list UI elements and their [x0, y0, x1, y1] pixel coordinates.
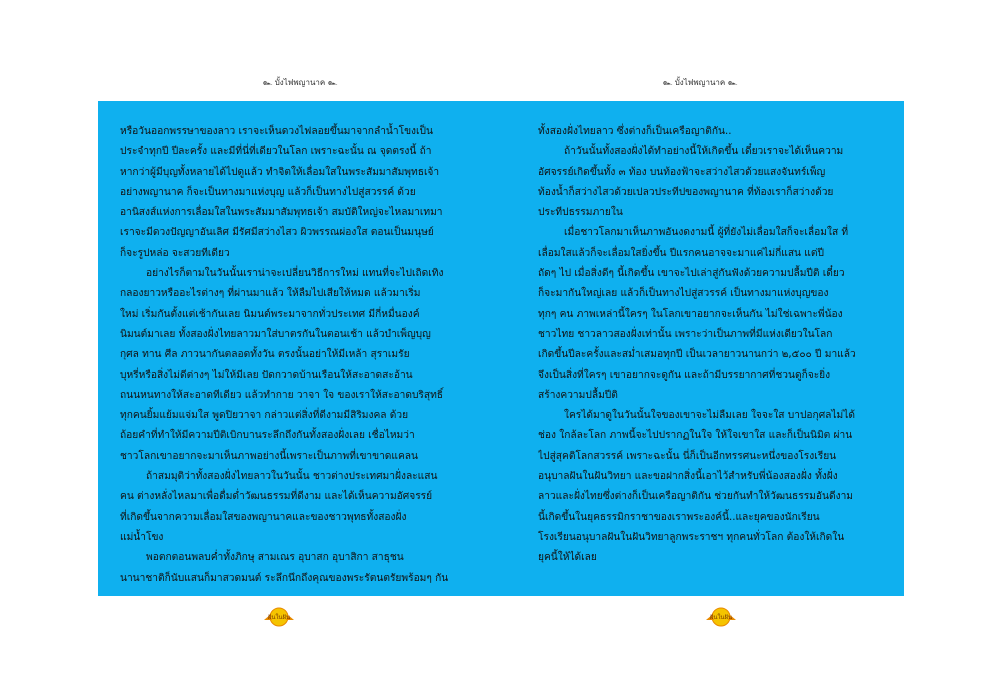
- text-line: ถ้าวันนั้นทั้งสองฝั่งได้ทำอย่างนี้ให้เกิดขึ้น เดี๋ยวเราจะได้เห็นความ: [564, 146, 844, 158]
- text-line: ถ้อยคำที่ทำให้มีความปีติเบิกบานระลึกถึงกันทั้งสองฝั่งเลย เชื่อไหมว่า: [120, 430, 415, 442]
- text-line: โรงเรียนอนุบาลฝันในฝันวิทยาลูกพระราชฯ ทุกคนทั่วโลก ต้องให้เกิดใน: [538, 531, 845, 543]
- text-line: ประทีปธรรมภายใน: [538, 207, 623, 219]
- text-line: ชาวโลกเขาอยากจะมาเห็นภาพอย่างนี้เพราะเป็นภาพที่เขาขาดแคลน: [120, 450, 419, 462]
- text-line: ก็จะรูปหล่อ จะสวยทีเดียว: [120, 247, 230, 259]
- text-line: ถ้าสมมุติว่าทั้งสองฝั่งไทยลาวในวันนั้น ชาวต่างประเทศมาฝั่งละแสน: [146, 471, 438, 483]
- text-line: กลองยาวหรืออะไรต่างๆ ที่ผ่านมาแล้ว ให้ลืมไปเสียให้หมด แล้วมาเริ่ม: [120, 288, 421, 300]
- text-line: อย่างไรก็ตามในวันนั้นเราน่าจะเปลี่ยนวิธีการใหม่ แทนที่จะไปเถิดเทิง: [146, 268, 444, 280]
- text-line: เกิดขึ้นปีละครั้งและสม่ำเสมอทุกปี เป็นเวลายาวนานกว่า ๒,๕๐๐ ปี มาแล้ว: [538, 349, 856, 361]
- text-line: ทุกๆ คน ภาพเหล่านี้ใครๆ ในโลกเขาอยากจะเห็นกัน ไม่ใช่เฉพาะพี่น้อง: [538, 308, 843, 320]
- left-text-column: [120, 122, 455, 589]
- text-line: สร้างความปลื้มปีติ: [538, 389, 618, 401]
- text-line: อย่างพญานาค ก็จะเป็นทางมาแห่งบุญ แล้วก็เป็นทางไปสู่สวรรค์ ด้วย: [120, 186, 416, 198]
- text-line: ช่อง ใกล้ละโลก ภาพนี้จะไปปรากฏในใจ ให้ใจเขาใส และก็เป็นนิมิต ผ่าน: [538, 430, 853, 442]
- footer-logo-right: [704, 606, 738, 628]
- text-line: ก็จะมากันใหญ่เลย แล้วก็เป็นทางไปสู่สวรรค์ เป็นทางมาแห่งบุญของ: [538, 288, 829, 300]
- text-line: ทั้งสองฝั่งไทยลาว ซึ่งต่างก็เป็นเครือญาติกัน..: [538, 126, 732, 137]
- text-line: ลาวและฝั่งไทยซึ่งต่างก็เป็นเครือญาติกัน ช่วยกันทำให้วัฒนธรรมอันดีงาม: [538, 491, 854, 503]
- text-line: ถัดๆ ไป เมื่อสิ่งดีๆ นี้เกิดขึ้น เขาจะไปเล่าสู่กันฟังด้วยความปลื้มปีติ เดี๋ยว: [538, 268, 845, 280]
- text-line: หรือวันออกพรรษาของลาว เราจะเห็นดวงไฟลอยขึ้นมาจากลำน้ำโขงเป็น: [120, 126, 433, 137]
- text-line: ประจำทุกปี ปีละครั้ง และมีที่นี่ที่เดียวในโลก เพราะฉะนั้น ณ จุดตรงนี้ ถ้า: [120, 146, 432, 158]
- text-line: ท้องน้ำก็สว่างไสวด้วยเปลวประทีปของพญานาค ที่ท้องเราก็สว่างด้วย: [538, 186, 834, 198]
- text-line: ใครได้มาดูในวันนั้นใจของเขาจะไม่ลืมเลย ใจจะใส บาปอกุศลไม่ได้: [564, 410, 855, 422]
- text-line: อานิสงส์แห่งการเลื่อมใสในพระสัมมาสัมพุทธเจ้า สมบัติใหญ่จะไหลมาเทมา: [120, 207, 443, 219]
- text-line: นานาชาติก็นับแสนก็มาสวดมนต์ ระลึกนึกถึงคุณของพระรัตนตรัยพร้อมๆ กัน: [120, 572, 449, 584]
- text-line: ทุกคนยิ้มแย้มแจ่มใส พูดปิยวาจา กล่าวแต่สิ่งที่ดีงามมีสิริมงคล ด้วย: [120, 410, 409, 422]
- text-line: ถนนหนทางให้สะอาดทีเดียว แล้วทำกาย วาจา ใจ ของเราให้สะอาดบริสุทธิ์: [120, 389, 444, 401]
- page-header-right: ๛ บั้งไฟพญานาค ๛: [662, 78, 738, 87]
- sun-logo-icon: [262, 606, 296, 628]
- footer-logo-left: [262, 606, 296, 628]
- text-line: ใหม่ เริ่มกันตั้งแต่เช้ากันเลย นิมนต์พระมาจากทั่วประเทศ มีกี่หมื่นองค์: [120, 308, 420, 320]
- text-line: ที่เกิดขึ้นจากความเลื่อมใสของพญานาคและของชาวพุทธทั้งสองฝั่ง: [120, 511, 407, 523]
- text-line: ไปสู่สุคติโลกสวรรค์ เพราะฉะนั้น นี่ก็เป็นอีกทรรศนะหนึ่งของโรงเรียน: [538, 450, 837, 462]
- text-line: หากว่าผู้มีบุญทั้งหลายได้ไปดูแล้ว ทำจิตให้เลื่อมใสในพระสัมมาสัมพุทธเจ้า: [120, 166, 440, 178]
- text-line: เมื่อชาวโลกมาเห็นภาพอันงดงามนี้ ผู้ที่ยังไม่เลื่อมใสก็จะเลื่อมใส ที่: [564, 227, 849, 239]
- text-line: เลื่อมใสแล้วก็จะเลื่อมใสยิ่งขึ้น ปีแรกคนอาจจะมาแค่ไม่กี่แสน แต่ปี: [538, 247, 824, 259]
- text-line: นิมนต์มาเลย ทั้งสองฝั่งไทยลาวมาใส่บาตรกันในตอนเช้า แล้วบำเพ็ญบุญ: [120, 328, 431, 340]
- text-line: เราจะมีดวงปัญญาอันเลิศ มีรัศมีสว่างไสว ผิวพรรณผ่องใส ตอนเป็นมนุษย์: [120, 227, 434, 239]
- text-line: อนุบาลฝันในฝันวิทยา และขอฝากสิ่งนี้เอาไว้สำหรับพี่น้องสองฝั่ง ทั้งฝั่ง: [538, 471, 838, 483]
- text-line: บุหรี่หรือสิ่งไม่ดีต่างๆ ไม่ให้มีเลย ปัดกวาดบ้านเรือนให้สะอาดสะอ้าน: [120, 369, 413, 381]
- logo-label-right: ฝันในฝัน: [709, 614, 733, 621]
- page-header-left: ๛ บั้งไฟพญานาค ๛: [262, 78, 338, 87]
- text-line: อัศจรรย์เกิดขึ้นทั้ง ๓ ท้อง บนท้องฟ้าจะสว่างไสวด้วยแสงจันทร์เพ็ญ: [538, 166, 826, 178]
- text-line: ชาวไทย ชาวลาวสองฝั่งเท่านั้น เพราะว่าเป็นภาพที่มีแห่งเดียวในโลก: [538, 328, 833, 340]
- text-line: พอตกตอนพลบค่ำทั้งภิกษุ สามเณร อุบาสก อุบาสิกา สาธุชน: [146, 552, 404, 564]
- logo-label-left: ฝันในฝัน: [267, 614, 291, 621]
- text-line: จึงเป็นสิ่งที่ใครๆ เขาอยากจะดูกัน และถ้ามีบรรยากาศที่ชวนดูก็จะยิ่ง: [538, 369, 831, 381]
- text-line: ยุคนี้ให้ได้เลย: [538, 552, 597, 564]
- text-line: คน ต่างหลั่งไหลมาเพื่อดื่มด่ำวัฒนธรรมที่ดีงาม และได้เห็นความอัศจรรย์: [120, 491, 433, 503]
- text-line: กุศล ทาน ศีล ภาวนากันตลอดทั้งวัน ตรงนั้นอย่าให้มีเหล้า สุราเมรัย: [120, 349, 410, 361]
- text-line: แม่น้ำโขง: [120, 531, 164, 543]
- right-text-column: [538, 122, 876, 569]
- text-line: นี้เกิดขึ้นในยุคธรรมิกราชาของเราพระองค์นี้..และยุคของนักเรียน: [538, 511, 820, 523]
- sun-logo-icon: [704, 606, 738, 628]
